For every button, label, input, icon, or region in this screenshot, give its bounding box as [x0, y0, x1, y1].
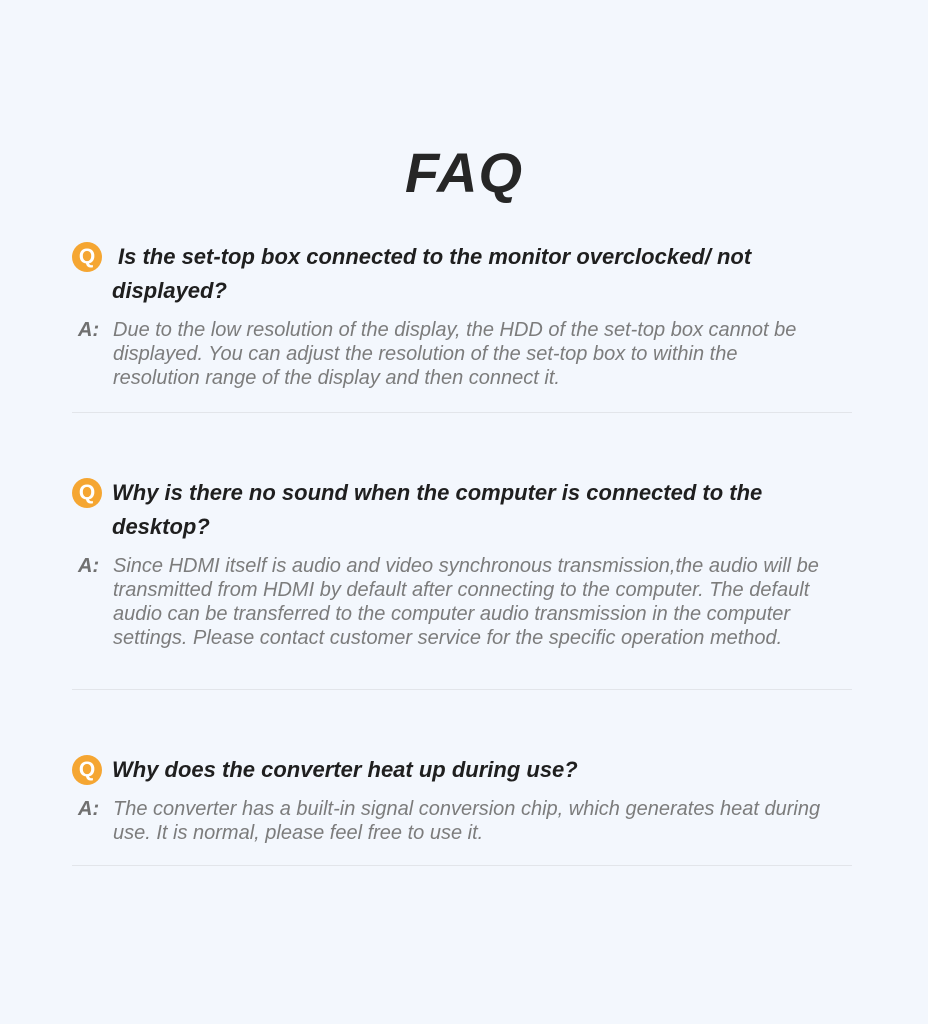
faq-item [72, 476, 852, 650]
faq-question: Why is there no sound when the computer is connected to the desktop? [112, 480, 763, 539]
faq-answer: Since HDMI itself is audio and video synchronous transmission,the audio will be transmitted from HDMI by default after connecting to the computer. The default audio can be transferred to the computer audio transmission in the computer settings. Please contact customer service for the specific operation method. [113, 555, 819, 649]
faq-question: Is the set-top box connected to the monitor overclocked/ not displayed? [112, 244, 752, 303]
answer-label: A: [78, 555, 100, 577]
faq-answer-row [72, 554, 852, 650]
divider [72, 689, 852, 690]
divider [72, 412, 852, 413]
question-icon: Q [72, 478, 102, 508]
faq-item [72, 753, 852, 845]
faq-question-row [72, 240, 852, 308]
page-title: FAQ [404, 141, 524, 204]
faq-item [72, 240, 852, 390]
faq-answer: Due to the low resolution of the display, the HDD of the set-top box cannot be displayed. You can adjust the resolution of the set-top box to within the resolution range of the display and then connect it. [113, 319, 797, 389]
question-icon: Q [72, 755, 102, 785]
faq-question-row [72, 476, 852, 544]
divider [72, 865, 852, 866]
question-icon: Q [72, 242, 102, 272]
answer-label: A: [78, 798, 100, 820]
faq-answer: The converter has a built-in signal conversion chip, which generates heat during use. It is normal, please feel free to use it. [113, 798, 821, 844]
faq-question: Why does the converter heat up during use? [112, 757, 578, 782]
faq-question-row [72, 753, 852, 787]
faq-answer-row [72, 318, 852, 390]
answer-label: A: [78, 319, 100, 341]
faq-answer-row [72, 797, 852, 845]
